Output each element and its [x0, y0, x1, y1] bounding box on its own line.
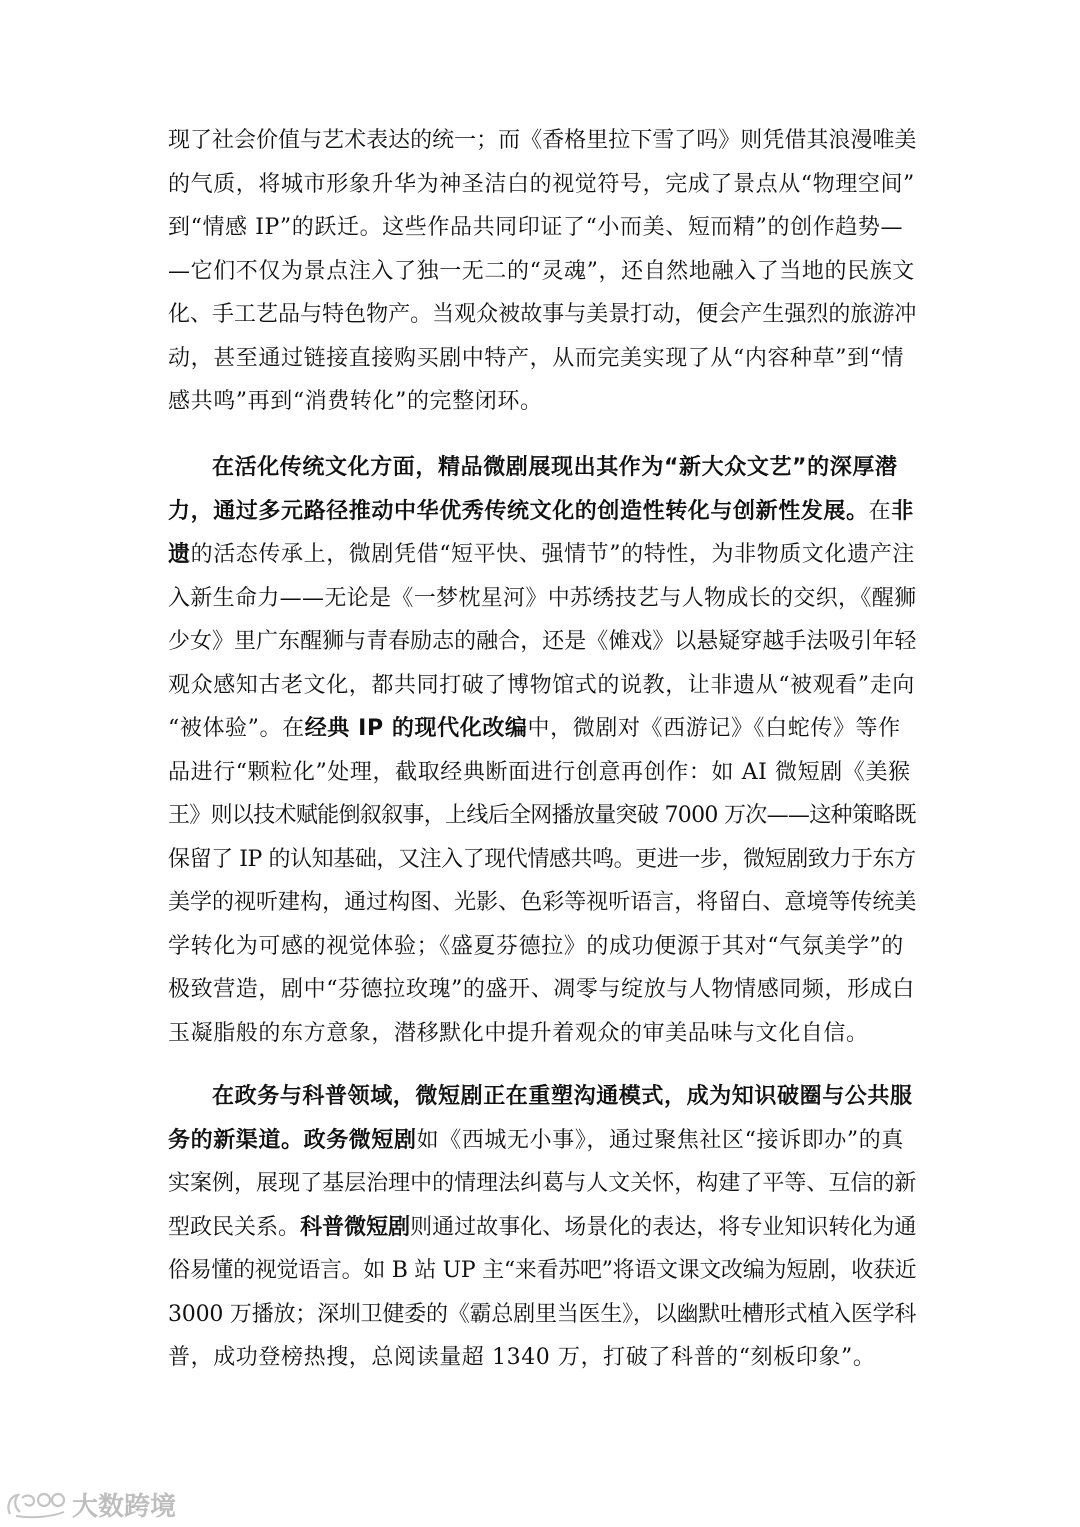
text-line [168, 1162, 916, 1206]
text-segment: 中，微剧对《西游记》《白蛇传》等作 [527, 716, 901, 741]
bold-text-segment: 经典 IP 的现代化改编 [304, 716, 528, 741]
text-segment: 实案例，展现了基层治理中的情理法纠葛与人文关怀，构建了平等、互信的新 [168, 1171, 917, 1196]
text-line [168, 1119, 916, 1163]
bold-text-segment: 务的新渠道。 [168, 1127, 304, 1153]
text-line [168, 533, 916, 577]
text-segment: 的气质，将城市形象升华为神圣洁白的视觉符号，完成了景点从“物理空间” [168, 171, 915, 197]
text-segment: 到“情感 IP”的跃迁。这些作品共同印证了“小而美、短而精”的创作趋势— [168, 215, 904, 240]
text-line [168, 1249, 916, 1293]
text-line [168, 293, 916, 337]
text-segment: 美学的视听建构，通过构图、光影、色彩等视听语言，将留白、意境等传统美 [168, 890, 917, 915]
watermark-text: 大数跨境 [72, 1491, 177, 1522]
text-segment: 玉凝脂般的东方意象，潜移默化中提升着观众的审美品味与文化自信。 [168, 1020, 869, 1046]
text-line [168, 490, 916, 534]
text-line [168, 119, 916, 163]
bold-text-segment: 科普微短剧 [300, 1214, 411, 1240]
text-line [168, 250, 916, 294]
text-segment: 化、手工艺品与特色物产。当观众被故事与美景打动，便会产生强烈的旅游冲 [168, 302, 917, 327]
text-segment: 王》则以技术赋能倒叙叙事，上线后全网播放量突破 7000 万次——这种策略既 [168, 803, 916, 828]
text-segment: 的活态传承上，微剧凭借“短平快、强情节”的特性，为非物质文化遗产注 [190, 542, 915, 567]
text-segment: 保留了 IP 的认知基础，又注入了现代情感共鸣。更进一步，微短剧致力于东方 [168, 846, 916, 872]
text-segment: 少女》里广东醒狮与青春励志的融合，还是《傩戏》以悬疑穿越手法吸引年轻 [168, 629, 917, 654]
text-segment: 在 [868, 498, 892, 524]
bold-text-segment: 政务微短剧 [303, 1127, 417, 1153]
text-line [168, 925, 916, 969]
text-segment: 如《西城无小事》，通过聚焦社区“接诉即办”的真 [416, 1127, 904, 1153]
text-line [168, 620, 916, 664]
text-line [168, 707, 916, 751]
text-segment: 则通过故事化、场景化的表达，将专业知识转化为通 [410, 1214, 917, 1240]
text-line [168, 1293, 916, 1337]
bold-text-segment: 遗 [168, 542, 191, 567]
text-line [168, 1012, 916, 1056]
text-line [168, 577, 916, 621]
text-segment: 普，成功登榜热搜，总阅读量超 1340 万，打破了科普的“刻板印象”。 [168, 1345, 876, 1370]
brand-logo-icon [4, 1488, 68, 1520]
watermark [4, 1486, 176, 1522]
bold-text-segment: 在活化传统文化方面，精品微剧展现出其作为“新大众文艺”的深厚潜 [212, 455, 898, 480]
text-segment: 品进行“颗粒化”处理，截取经典断面进行创意再创作：如 AI 微短剧《美猴 [168, 759, 911, 785]
text-segment: 观众感知古老文化，都共同打破了博物馆式的说教，让非遗从“被观看”走向 [168, 672, 915, 698]
bold-text-segment: 非 [891, 498, 914, 524]
text-line [168, 664, 916, 708]
paragraph-tourism [168, 119, 916, 424]
text-segment: 俗易懂的视觉语言。如 B 站 UP 主“来看苏吧”将语文课文改编为短剧，收获近 [168, 1258, 917, 1283]
text-segment: 入新生命力——无论是《一梦枕星河》中苏绣技艺与人物成长的交织，《醒狮 [168, 585, 917, 611]
text-segment: 学转化为可感的视觉体验；《盛夏芬德拉》的成功便源于其对“气氛美学”的 [168, 933, 904, 959]
text-segment: 感共鸣”再到“消费转化”的完整闭环。 [168, 389, 543, 414]
text-line [168, 838, 916, 882]
text-line [168, 794, 916, 838]
text-line [168, 446, 916, 490]
bold-text-segment: 在政务与科普领域，微短剧正在重塑沟通模式，成为知识破圈与公共服 [212, 1084, 913, 1109]
text-line [168, 163, 916, 207]
text-line [168, 751, 916, 795]
paragraph-government-science [168, 1075, 916, 1380]
text-line [168, 380, 916, 424]
text-segment: —它们不仅为景点注入了独一无二的“灵魂”，还自然地融入了当地的民族文 [168, 258, 915, 284]
text-line [168, 881, 916, 925]
text-line [168, 337, 916, 381]
text-line [168, 1075, 916, 1119]
text-line [168, 968, 916, 1012]
text-segment: 动，甚至通过链接直接购买剧中特产，从而完美实现了从“内容种草”到“情 [168, 345, 905, 371]
bold-text-segment: 力，通过多元路径推动中华优秀传统文化的创造性转化与创新性发展。 [168, 498, 869, 524]
text-line [168, 1336, 916, 1380]
text-segment: 极致营造，剧中“芬德拉玫瑰”的盛开、凋零与绽放与人物情感同频，形成白 [168, 977, 915, 1002]
paragraph-traditional-culture [168, 446, 916, 1055]
text-segment: 现了社会价值与艺术表达的统一；而《香格里拉下雪了吗》则凭借其浪漫唯美 [168, 128, 917, 153]
text-line [168, 1206, 916, 1250]
text-segment: “被体验”。在 [168, 716, 305, 741]
text-line [168, 206, 916, 250]
text-segment: 型政民关系。 [168, 1214, 301, 1240]
text-segment: 3000 万播放；深圳卫健委的《霸总剧里当医生》，以幽默吐槽形式植入医学科 [168, 1301, 917, 1327]
